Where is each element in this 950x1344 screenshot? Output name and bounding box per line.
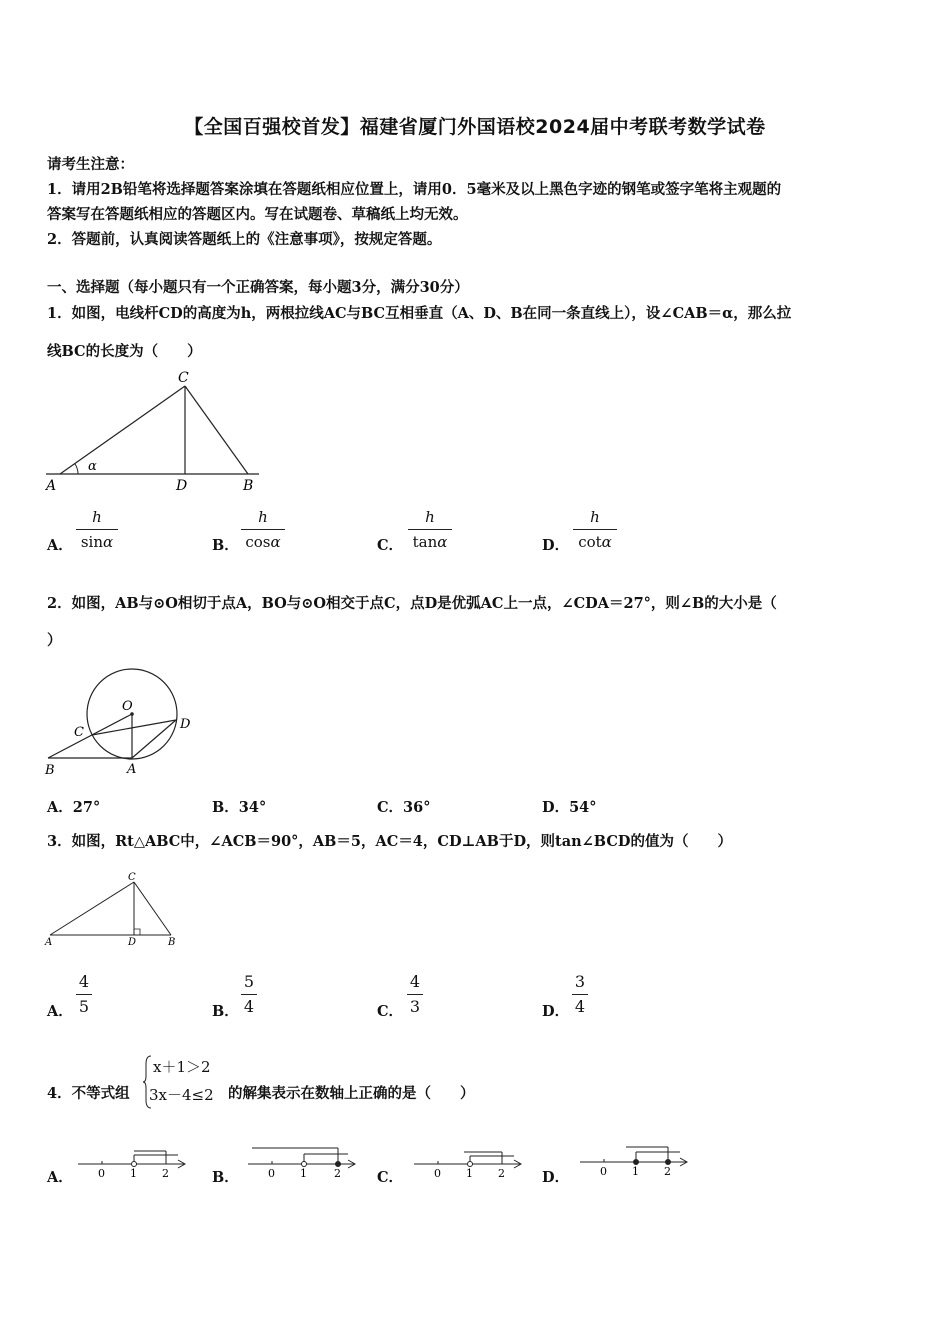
q2-label-a: A [127,762,137,777]
q4-inequality-system [143,1054,227,1110]
q4-b-tick-1: 1 [300,1167,307,1180]
q3-option-a-label[interactable]: A． [47,1003,73,1020]
q2-text-2: ） [47,632,62,649]
q3-label-d: D [128,937,137,948]
q4-option-a-label[interactable]: A． [47,1169,73,1186]
q1-figure [44,366,264,496]
q3-option-c-label[interactable]: C． [377,1003,404,1020]
q1-text-2: 线BC的长度为（ ） [47,343,202,360]
q4-prefix: 4．不等式组 [47,1085,130,1102]
q2-option-a[interactable]: A．27° [47,799,101,816]
q3-option-b-label[interactable]: B． [212,1003,239,1020]
q2-figure [42,662,202,782]
q4-option-b-label[interactable]: B． [212,1169,239,1186]
page-title: 【全国百强校首发】福建省厦门外国语校2024届中考联考数学试卷 [184,116,766,138]
q2-label-d: D [180,717,191,732]
q4-suffix: 的解集表示在数轴上正确的是（ ） [228,1085,475,1102]
q1-text-1: 1．如图，电线杆CD的高度为h，两根拉线AC与BC互相垂直（A、D、B在同一条直线上），设∠CAB＝α，那么拉 [47,305,792,322]
q4-option-d-number-line[interactable] [576,1144,692,1182]
q3-figure [44,870,179,950]
q2-label-o: O [122,699,133,714]
notice-heading: 请考生注意： [47,156,134,173]
q1-option-a-label[interactable]: A． [47,537,73,554]
q2-option-c[interactable]: C．36° [377,799,431,816]
q1-label-alpha: α [88,459,97,474]
q4-option-d-label[interactable]: D． [542,1169,570,1186]
q4-option-b-number-line[interactable] [244,1144,360,1182]
q3-text: 3．如图，Rt△ABC中，∠ACB＝90°，AB＝5，AC＝4，CD⊥AB于D，则tan∠BCD的值为（ ） [47,833,732,850]
q4-d-tick-2: 2 [664,1165,671,1178]
q4-c-tick-0: 0 [434,1167,441,1180]
q1-option-c-label[interactable]: C． [377,537,404,554]
q1-option-b-label[interactable]: B． [212,537,239,554]
notice-line-1: 1．请用2B铅笔将选择题答案涂填在答题纸相应位置上，请用0．5毫米及以上黑色字迹的钢笔或签字笔将主观题的 [47,181,782,198]
q2-label-b: B [45,763,55,778]
q1-option-c-value[interactable]: h tanα [408,508,452,551]
q3-option-d-label[interactable]: D． [542,1003,570,1020]
q3-option-a-value[interactable]: 4 5 [76,972,92,1016]
q3-label-c: C [128,872,136,883]
q1-label-c: C [178,370,189,386]
q4-option-c-label[interactable]: C． [377,1169,404,1186]
q3-option-c-value[interactable]: 4 3 [407,972,423,1016]
q4-option-a-number-line[interactable] [74,1146,190,1182]
q4-a-tick-0: 0 [98,1167,105,1180]
notice-line-2: 2．答题前，认真阅读答题纸上的《注意事项》，按规定答题。 [47,231,442,248]
q4-b-tick-2: 2 [334,1167,341,1180]
q4-option-c-number-line[interactable] [410,1146,526,1182]
q4-inequality-2: 3x－4≤2 [149,1086,214,1104]
q3-option-b-value[interactable]: 5 4 [241,972,257,1016]
q1-option-d-value[interactable]: h cotα [573,508,617,551]
q4-d-tick-1: 1 [632,1165,639,1178]
q4-a-tick-1: 1 [130,1167,137,1180]
q2-option-b[interactable]: B．34° [212,799,267,816]
q1-option-b-value[interactable]: h cosα [241,508,285,551]
q2-text-1: 2．如图，AB与⊙O相切于点A，BO与⊙O相交于点C，点D是优弧AC上一点，∠CDA＝27°，则∠B的大小是（ [47,595,777,612]
q3-label-b: B [168,937,176,948]
q4-a-tick-2: 2 [162,1167,169,1180]
section-heading: 一、选择题（每小题只有一个正确答案，每小题3分，满分30分） [47,279,469,296]
q2-option-d[interactable]: D．54° [542,799,597,816]
q1-option-d-label[interactable]: D． [542,537,570,554]
q1-label-a: A [46,478,57,494]
q2-label-c: C [74,725,84,740]
q3-option-d-value[interactable]: 3 4 [572,972,588,1016]
q3-label-a: A [45,937,53,948]
q4-c-tick-2: 2 [498,1167,505,1180]
q1-label-d: D [176,478,188,494]
notice-line-1b: 答案写在答题纸相应的答题区内。写在试题卷、草稿纸上均无效。 [47,206,468,223]
q4-d-tick-0: 0 [600,1165,607,1178]
q4-b-tick-0: 0 [268,1167,275,1180]
q1-option-a-value[interactable]: h sinα [76,508,118,551]
q1-label-b: B [243,478,254,494]
q4-c-tick-1: 1 [466,1167,473,1180]
q4-inequality-1: x＋1＞2 [153,1058,211,1076]
